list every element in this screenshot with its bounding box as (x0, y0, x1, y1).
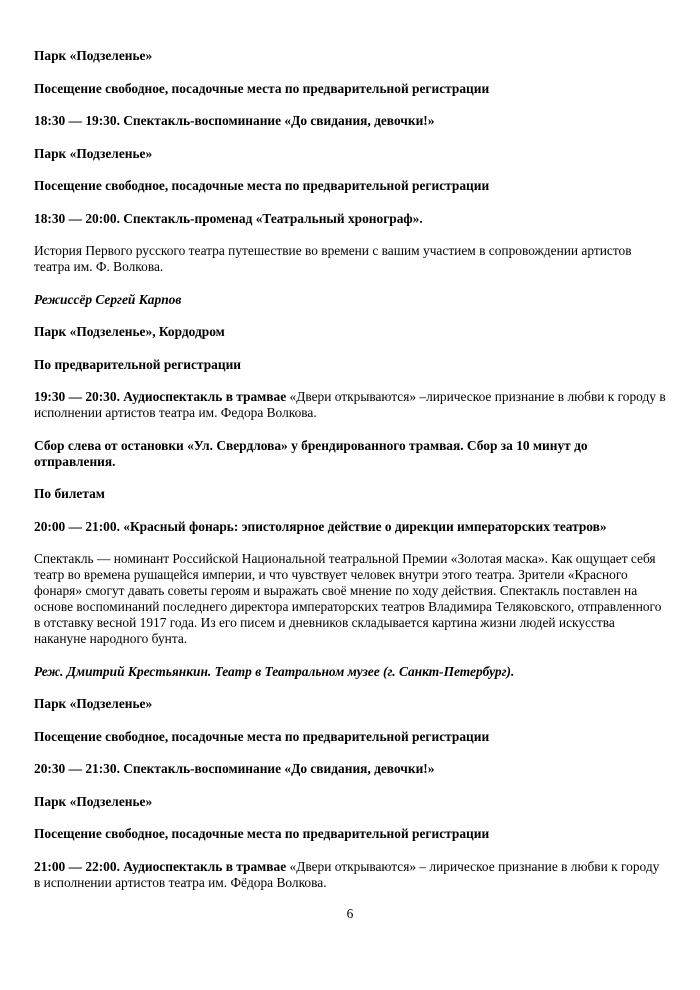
registration-note: По предварительной регистрации (34, 356, 241, 372)
page-number: 6 (346, 906, 354, 921)
document-page (34, 48, 666, 907)
event-paragraph (34, 859, 666, 891)
registration-note: Посещение свободное, посадочные места по предварительной регистрации (34, 178, 490, 193)
meeting-point-note: Сбор слева от остановки «Ул. Свердлова» у брендированного трамвая. Сбор за 10 минут до отправления. (34, 437, 588, 469)
event-description: Спектакль — номинант Российской Национальной театральной Премии «Золотая маска». Как ощущает себя театр во времена рушащейся империи, и что чувствует человек внутри этого театра. Зрители «Красного фонаря» смогут давать советы героям и выражать своё мнение по ходу действия. Спектакль поставлен на основе воспоминаний последнего директора императорских театров Владимира Теляковского, отправленного в отставку весной 1917 года. Из его писем и дневников складывается картина жизни людей искусства накануне народного бунта. (34, 551, 662, 646)
registration-note: Посещение свободное, посадочные места по предварительной регистрации (34, 826, 490, 841)
ticket-note: По билетам (34, 486, 105, 501)
venue-line: Парк «Подзеленье», Кордодром (34, 324, 225, 339)
registration-note: Посещение свободное, посадочные места по предварительной регистрации (34, 728, 490, 744)
registration-note: Посещение свободное, посадочные места по предварительной регистрации (34, 80, 490, 96)
event-title: 18:30 — 20:00. Спектакль-променад «Театральный хронограф». (34, 210, 423, 226)
venue-line: Парк «Подзеленье» (34, 696, 153, 711)
event-description: «Двери открываются» – лирическое признание в любви к городу в исполнении артистов театра им. Фёдора Волкова. (34, 858, 660, 890)
event-title: 21:00 — 22:00. Аудиоспектакль в трамвае (34, 858, 287, 874)
event-paragraph (34, 389, 666, 421)
event-title: 20:00 — 21:00. «Красный фонарь: эпистолярное действие о дирекции императорских театров» (34, 518, 607, 534)
event-description: «Двери открываются» –лирическое признание в любви к городу в исполнении артистов театра им. Федора Волкова. (34, 389, 666, 420)
director-credit: Режиссёр Сергей Карпов (34, 291, 182, 307)
event-title: 18:30 — 19:30. Спектакль-воспоминание «До свидания, девочки!» (34, 113, 435, 128)
event-title: 19:30 — 20:30. Аудиоспектакль в трамвае (34, 389, 287, 404)
venue-line: Парк «Подзеленье» (34, 48, 153, 63)
venue-line: Парк «Подзеленье» (34, 145, 153, 161)
event-title: 20:30 — 21:30. Спектакль-воспоминание «До свидания, девочки!» (34, 761, 435, 776)
director-credit: Реж. Дмитрий Крестьянкин. Театр в Театральном музее (г. Санкт-Петербург). (34, 663, 515, 679)
event-description: История Первого русского театра путешествие во времени с вашим участием в сопровождении артистов театра им. Ф. Волкова. (34, 243, 632, 274)
venue-line: Парк «Подзеленье» (34, 793, 153, 809)
